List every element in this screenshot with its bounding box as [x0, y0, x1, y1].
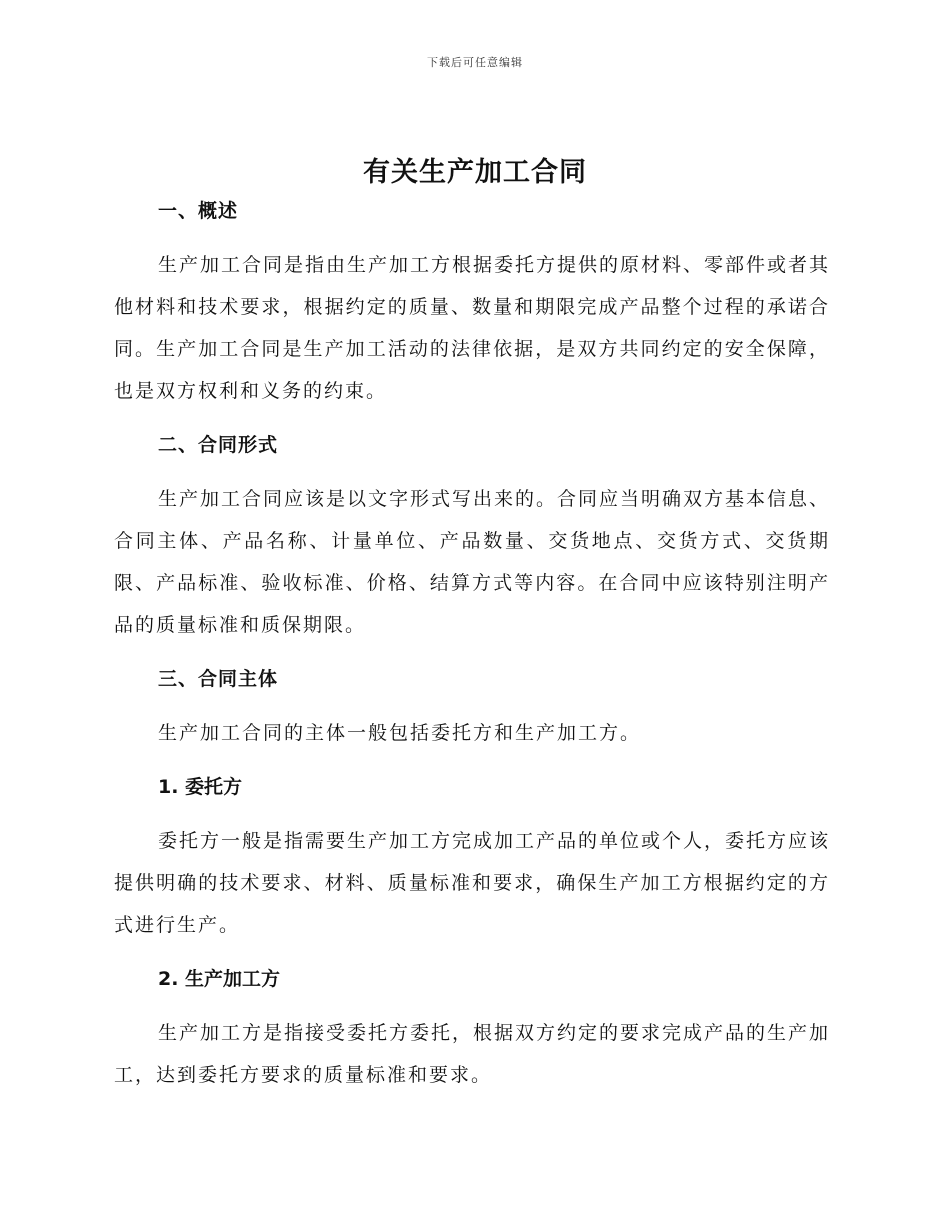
section-heading-contract-form: 二、合同形式 [158, 434, 279, 456]
subheading-processor: 2. 生产加工方 [158, 968, 281, 990]
paragraph-overview: 生产加工合同是指由生产加工方根据委托方提供的原材料、零部件或者其他材料和技术要求，根据约定的质量、数量和期限完成产品整个过程的承诺合同。生产加工合同是生产加工活动的法律依据，是双方共同约定的安全保障，也是双方权利和义务的约束。 [114, 254, 831, 402]
subheading-client: 1. 委托方 [158, 776, 243, 798]
page-header: 下载后可任意编辑 [427, 56, 523, 69]
section-heading-overview: 一、概述 [158, 200, 239, 222]
paragraph-contract-form: 生产加工合同应该是以文字形式写出来的。合同应当明确双方基本信息、合同主体、产品名称、计量单位、产品数量、交货地点、交货方式、交货期限、产品标准、验收标准、价格、结算方式等内容。在合同中应该特别注明产品的质量标准和质保期限。 [114, 488, 831, 636]
paragraph-client: 委托方一般是指需要生产加工方完成加工产品的单位或个人，委托方应该提供明确的技术要求、材料、质量标准和要求，确保生产加工方根据约定的方式进行生产。 [114, 830, 831, 936]
document-body [114, 194, 830, 1112]
document-title: 有关生产加工合同 [363, 157, 587, 188]
paragraph-processor: 生产加工方是指接受委托方委托，根据双方约定的要求完成产品的生产加工，达到委托方要求的质量标准和要求。 [114, 1022, 831, 1086]
paragraph-contract-parties: 生产加工合同的主体一般包括委托方和生产加工方。 [158, 722, 642, 744]
section-heading-contract-parties: 三、合同主体 [158, 668, 279, 690]
